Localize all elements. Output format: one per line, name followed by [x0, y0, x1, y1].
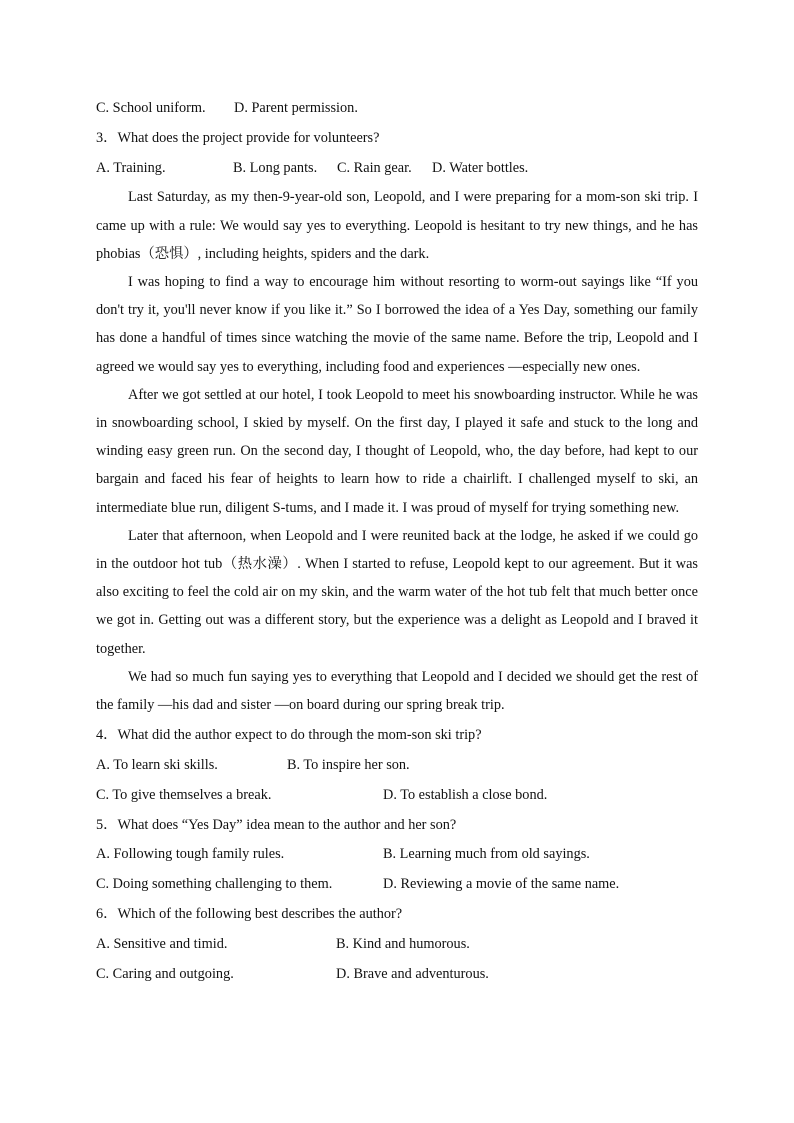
question-6-options-row2 — [96, 960, 698, 990]
passage-paragraph: Later that afternoon, when Leopold and I were reunited back at the lodge, he asked if we could go in the outdoor hot tub（热水澡）. When I started to refuse, Leopold kept to our agreement. But it was also exciting to feel the cold air on my skin, and the warm water of the hot tub felt that much better once we got in. Getting out was a different story, but the experience was a delight as Leopold and I braved it together. — [96, 527, 698, 657]
passage-paragraph: I was hoping to find a way to encourage him without resorting to worm-out sayings like “If you don't try it, you'll never know if you like it.” So I borrowed the idea of a Yes Day, something our family has done a handful of times since watching the movie of the same name. Before the trip, Leopold and I agreed we would say yes to everything, including food and experiences —especially new ones. — [96, 274, 698, 375]
option-d: D. Brave and adventurous. — [336, 965, 489, 982]
option-b: B. Learning much from old sayings. — [383, 846, 590, 863]
option-a: A. To learn ski skills. — [96, 757, 218, 774]
passage-paragraph: After we got settled at our hotel, I took Leopold to meet his snowboarding instructor. While he was in snowboarding school, I skied by myself. On the first day, I played it safe and stuck to the long and winding easy green run. On the second day, I thought of Leopold, who, the day before, had kept to our bargain and faced his fear of heights to learn how to ride a chairlift. I challenged myself to ski, an intermediate blue run, diligent S-tums, and I made it. I was proud of myself for trying something new. — [96, 386, 698, 516]
option-c: C. Caring and outgoing. — [96, 965, 234, 982]
option-a: A. Training. — [96, 159, 166, 176]
question-5-options-row2 — [96, 870, 698, 900]
question-3-options — [96, 154, 698, 184]
question-6-options-row1 — [96, 930, 698, 960]
option-a: A. Following tough family rules. — [96, 846, 285, 863]
option-b: B. To inspire her son. — [287, 757, 410, 774]
question-5-options-row1 — [96, 840, 698, 870]
questions — [96, 721, 698, 989]
option-d: D. Reviewing a movie of the same name. — [383, 876, 620, 893]
question-4-stem: 4．What did the author expect to do through the mom-son ski trip? — [96, 727, 482, 744]
reading-passage — [96, 183, 698, 719]
option-c: C. Doing something challenging to them. — [96, 876, 333, 893]
option-c: C. School uniform. — [96, 100, 206, 116]
option-a: A. Sensitive and timid. — [96, 935, 228, 952]
option-c: C. Rain gear. — [337, 159, 412, 176]
option-d: D. To establish a close bond. — [383, 786, 548, 803]
question-4-options-row1 — [96, 751, 698, 781]
question-3-stem: 3．What does the project provide for volunteers? — [96, 129, 380, 146]
option-d: D. Water bottles. — [432, 159, 529, 176]
option-c: C. To give themselves a break. — [96, 786, 272, 803]
question-6-stem: 6．Which of the following best describes the author? — [96, 906, 403, 923]
passage-paragraph: We had so much fun saying yes to everything that Leopold and I decided we should get the rest of the family —his dad and sister —on board during our spring break trip. — [96, 668, 698, 714]
passage-paragraph: Last Saturday, as my then-9-year-old son, Leopold, and I were preparing for a mom-son ski trip. I came up with a rule: We would say yes to everything. Leopold is hesitant to try new things, and he has phobias（恐惧）, including heights, spiders and the dark. — [96, 189, 698, 262]
question-5-stem: 5．What does “Yes Day” idea mean to the author and her son? — [96, 816, 457, 833]
option-b: B. Kind and humorous. — [336, 935, 470, 952]
prev-question-options — [96, 94, 698, 124]
option-d: D. Parent permission. — [234, 100, 358, 116]
option-b: B. Long pants. — [233, 159, 318, 176]
question-4-options-row2 — [96, 781, 698, 811]
